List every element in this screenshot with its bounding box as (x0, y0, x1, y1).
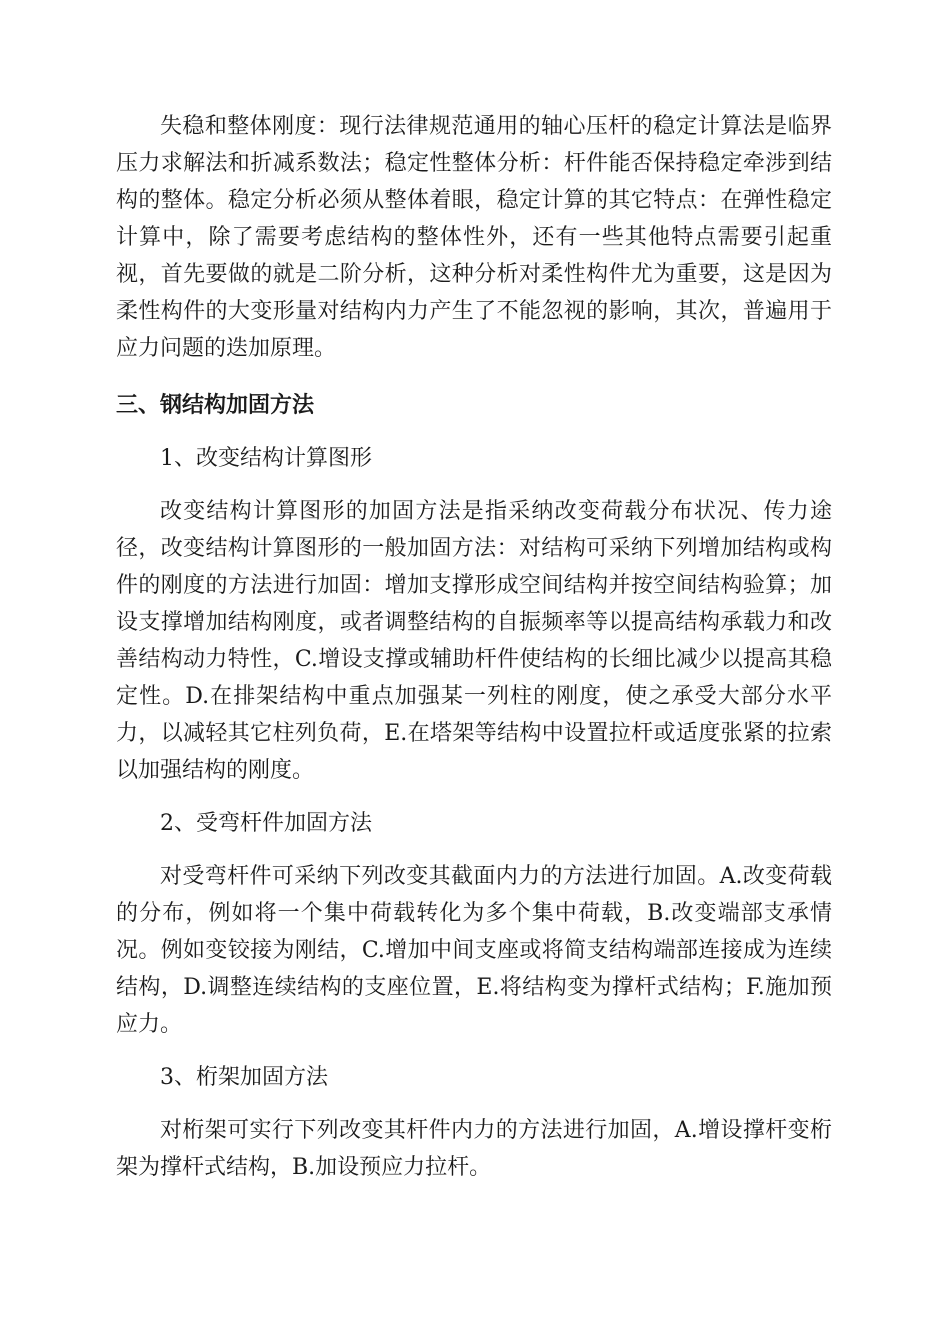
section-heading: 三、钢结构加固方法 (116, 393, 315, 418)
subsection-heading-2: 2、受弯杆件加固方法 (160, 811, 372, 836)
subsection-heading-3: 3、桁架加固方法 (160, 1065, 328, 1090)
subsection-heading-1: 1、改变结构计算图形 (160, 446, 372, 471)
subsection-paragraph-3: 对桁架可实行下列改变其杆件内力的方法进行加固，A.增设撑杆变桁架为撑杆式结构，B.加设预应力拉杆。 (116, 1118, 832, 1180)
document-page (116, 108, 832, 1186)
subsection-paragraph-2: 对受弯杆件可采纳下列改变其截面内力的方法进行加固。A.改变荷载的分布，例如将一个集中荷载转化为多个集中荷载，B.改变端部支承情况。例如变铰接为刚结，C.增加中间支座或将简支结构端部连接成为连续结构，D.调整连续结构的支座位置，E.将结构变为撑杆式结构；F.施加预应力。 (116, 864, 832, 1037)
subsection-paragraph-1: 改变结构计算图形的加固方法是指采纳改变荷载分布状况、传力途径，改变结构计算图形的一般加固方法：对结构可采纳下列增加结构或构件的刚度的方法进行加固：增加支撑形成空间结构并按空间结构验算；加设支撑增加结构刚度，或者调整结构的自振频率等以提高结构承载力和改善结构动力特性，C.增设支撑或辅助杆件使结构的长细比减少以提高其稳定性。D.在排架结构中重点加强某一列柱的刚度，使之承受大部分水平力，以减轻其它柱列负荷，E.在塔架等结构中设置拉杆或适度张紧的拉索以加强结构的刚度。 (116, 499, 832, 783)
intro-paragraph: 失稳和整体刚度：现行法律规范通用的轴心压杆的稳定计算法是临界压力求解法和折减系数法；稳定性整体分析：杆件能否保持稳定牵涉到结构的整体。稳定分析必须从整体着眼，稳定计算的其它特点：在弹性稳定计算中，除了需要考虑结构的整体性外，还有一些其他特点需要引起重视，首先要做的就是二阶分析，这种分析对柔性构件尤为重要，这是因为柔性构件的大变形量对结构内力产生了不能忽视的影响，其次，普遍用于应力问题的迭加原理。 (116, 114, 832, 361)
